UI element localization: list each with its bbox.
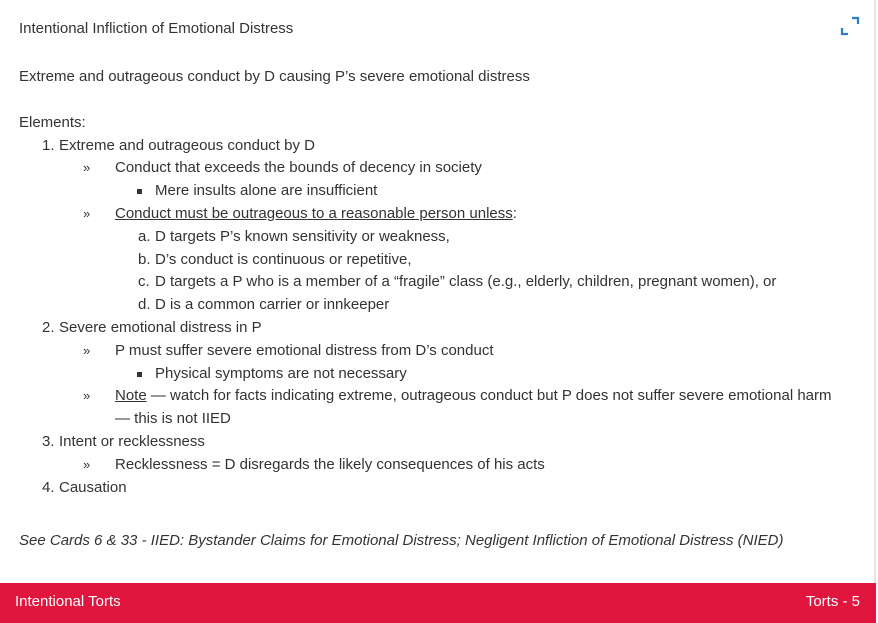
sub-point: » Conduct must be outrageous to a reasonable person unless: <box>19 203 844 226</box>
card-body <box>19 66 844 499</box>
element-item: 3. Intent or recklessness <box>42 432 205 450</box>
element-item: 2. Severe emotional distress in P <box>42 318 262 336</box>
footer-subject: Intentional Torts <box>15 593 121 610</box>
expand-icon[interactable] <box>839 15 861 37</box>
chevron-right-icon: » <box>83 388 91 404</box>
sub-point: » Note — watch for facts indicating extreme, outrageous conduct but P does not suffer severe emotional harm — this is not IIED <box>83 387 832 428</box>
chevron-right-icon: » <box>83 160 91 176</box>
lettered-item: b. D’s conduct is continuous or repetitive, <box>138 250 412 268</box>
footer-card-ref: Torts - 5 <box>805 593 860 610</box>
chevron-right-icon: » <box>83 456 91 472</box>
bullet-icon <box>137 372 142 377</box>
sub-point: » Conduct that exceeds the bounds of decency in society <box>19 157 844 180</box>
element-item: 4. Causation <box>42 478 127 496</box>
lettered-item: a. D targets P’s known sensitivity or weakness, <box>138 227 450 245</box>
see-also-note: See Cards 6 & 33 - IIED: Bystander Claims for Emotional Distress; Negligent Infliction of Emotional Distress (NIED) <box>19 532 784 549</box>
lettered-item: d. D is a common carrier or innkeeper <box>138 296 390 314</box>
sub-point: » P must suffer severe emotional distress from D’s conduct <box>19 340 844 363</box>
elements-heading: Elements: <box>19 113 86 131</box>
definition: Extreme and outrageous conduct by D causing P’s severe emotional distress <box>19 68 530 85</box>
card-footer <box>0 583 876 623</box>
bullet-point: Physical symptoms are not necessary <box>19 363 844 386</box>
element-item: 1. Extreme and outrageous conduct by D <box>42 136 315 154</box>
bullet-icon <box>137 189 142 194</box>
chevron-right-icon: » <box>83 205 91 221</box>
chevron-right-icon: » <box>83 342 91 358</box>
sub-point: » Recklessness = D disregards the likely consequences of his acts <box>19 454 844 477</box>
bullet-point: Mere insults alone are insufficient <box>19 180 844 203</box>
lettered-item: c. D targets a P who is a member of a “fragile” class (e.g., elderly, children, pregnant women), or <box>138 273 777 291</box>
card-title: Intentional Infliction of Emotional Distress <box>19 20 294 37</box>
